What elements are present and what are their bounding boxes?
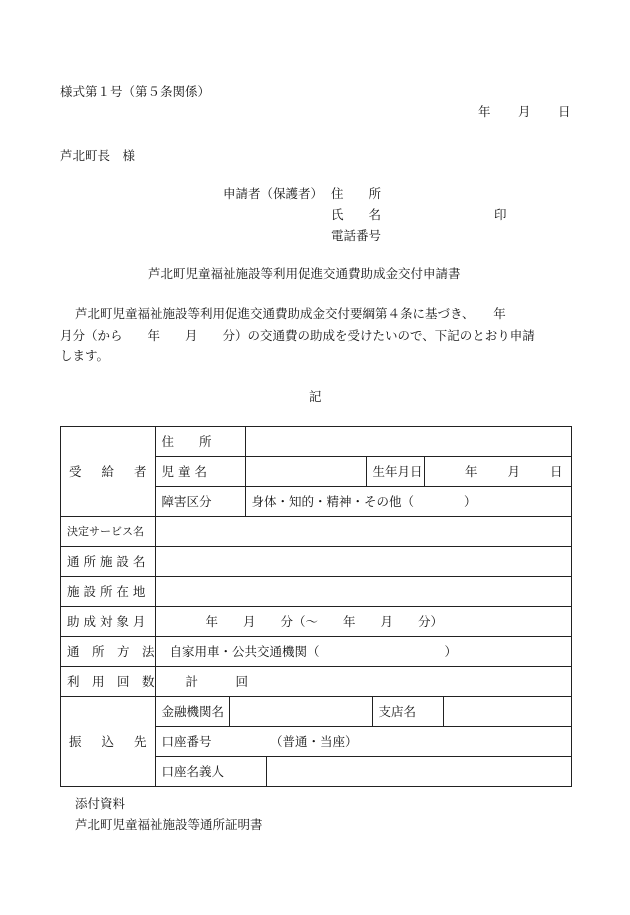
usage-label-cell — [61, 667, 156, 697]
usage-label: 利 用 回 数 — [67, 673, 155, 689]
recipient-label-char-3: 者 — [134, 463, 147, 479]
child-name-field[interactable] — [245, 457, 366, 487]
account-holder-label-cell — [155, 757, 266, 787]
document-title: 芦北町児童福祉施設等利用促進交通費助成金交付申請書 — [148, 266, 461, 281]
account-number-field[interactable] — [266, 727, 571, 757]
target-month-value: 年 月 分（〜 年 月 分） — [205, 613, 444, 629]
account-number-label: 口座番号 — [161, 733, 212, 749]
birthdate-field[interactable] — [424, 457, 571, 487]
bank-label: 金融機関名 — [161, 703, 225, 719]
child-name-label-cell — [155, 457, 245, 487]
attachments-item: 芦北町児童福祉施設等通所証明書 — [75, 817, 263, 832]
birthdate-year: 年 — [464, 463, 478, 479]
applicant-phone-label: 電話番号 — [331, 228, 382, 243]
facility-location-label-cell — [61, 577, 156, 607]
transfer-label-cell — [61, 697, 156, 787]
transfer-label-char-1: 振 — [69, 733, 82, 749]
account-type-value: （普通・当座） — [270, 733, 358, 749]
target-month-label: 助 成 対 象 月 — [67, 613, 146, 629]
body-line-1: 芦北町児童福祉施設等利用促進交通費助成金交付要綱第４条に基づき、 年 — [75, 306, 506, 321]
facility-field[interactable] — [155, 547, 571, 577]
branch-label-cell — [372, 697, 443, 727]
branch-label: 支店名 — [378, 703, 417, 719]
target-month-label-cell — [61, 607, 156, 637]
child-name-label: 児 童 名 — [161, 463, 207, 479]
target-month-field[interactable] — [155, 607, 571, 637]
recipient-label-char-2: 給 — [101, 463, 115, 479]
ki-marker: 記 — [309, 389, 322, 404]
date-month-label: 月 — [518, 104, 531, 119]
facility-label-cell — [61, 547, 156, 577]
applicant-name-label: 氏 名 — [331, 207, 382, 222]
recipient-address-label-cell — [155, 427, 245, 457]
birthdate-label: 生年月日 — [372, 463, 423, 479]
birthdate-label-cell — [366, 457, 424, 487]
recipient-address-field[interactable] — [245, 427, 571, 457]
applicant-role-label: 申請者（保護者） — [223, 186, 324, 201]
account-number-label-cell — [155, 727, 266, 757]
form-number: 様式第１号（第５条関係） — [60, 84, 211, 99]
applicant-address-label: 住 所 — [331, 186, 382, 201]
account-holder-label: 口座名義人 — [161, 763, 225, 779]
service-field[interactable] — [155, 517, 571, 547]
recipient-label-cell — [61, 427, 156, 517]
transport-label-cell — [61, 637, 156, 667]
branch-field[interactable] — [443, 697, 571, 727]
date-day-label: 日 — [558, 104, 571, 119]
bank-field[interactable] — [229, 697, 372, 727]
attachments-label: 添付資料 — [75, 796, 126, 811]
facility-location-field[interactable] — [155, 577, 571, 607]
disability-label: 障害区分 — [161, 493, 212, 509]
disability-field[interactable] — [245, 487, 571, 517]
transport-label: 通 所 方 法 — [67, 643, 155, 659]
recipient-label-char-1: 受 — [69, 463, 82, 479]
addressee: 芦北町長 様 — [60, 148, 136, 163]
service-label: 決定サービス名 — [67, 524, 144, 538]
disability-label-cell — [155, 487, 245, 517]
seal-mark: 印 — [494, 207, 507, 222]
bank-label-cell — [155, 697, 229, 727]
account-holder-field[interactable] — [266, 757, 571, 787]
transport-value: 自家用車・公共交通機関（ ） — [169, 643, 458, 659]
birthdate-month: 月 — [507, 463, 520, 479]
recipient-address-label: 住 所 — [161, 433, 212, 449]
facility-label: 通 所 施 設 名 — [67, 553, 146, 569]
transfer-label-char-3: 先 — [134, 733, 147, 749]
application-table — [60, 426, 572, 787]
usage-field[interactable] — [155, 667, 571, 697]
usage-value: 計 回 — [185, 673, 249, 689]
date-year-label: 年 — [478, 104, 491, 119]
birthdate-day: 日 — [550, 463, 563, 479]
facility-location-label: 施 設 所 在 地 — [67, 583, 146, 599]
body-line-2: 月分（から 年 月 分）の交通費の助成を受けたいので、下記のとおり申請 — [60, 328, 535, 343]
transport-field[interactable] — [155, 637, 571, 667]
body-line-3: します。 — [60, 348, 110, 363]
disability-value: 身体・知的・精神・その他（ ） — [251, 493, 477, 509]
service-label-cell — [61, 517, 156, 547]
transfer-label-char-2: 込 — [101, 733, 115, 749]
